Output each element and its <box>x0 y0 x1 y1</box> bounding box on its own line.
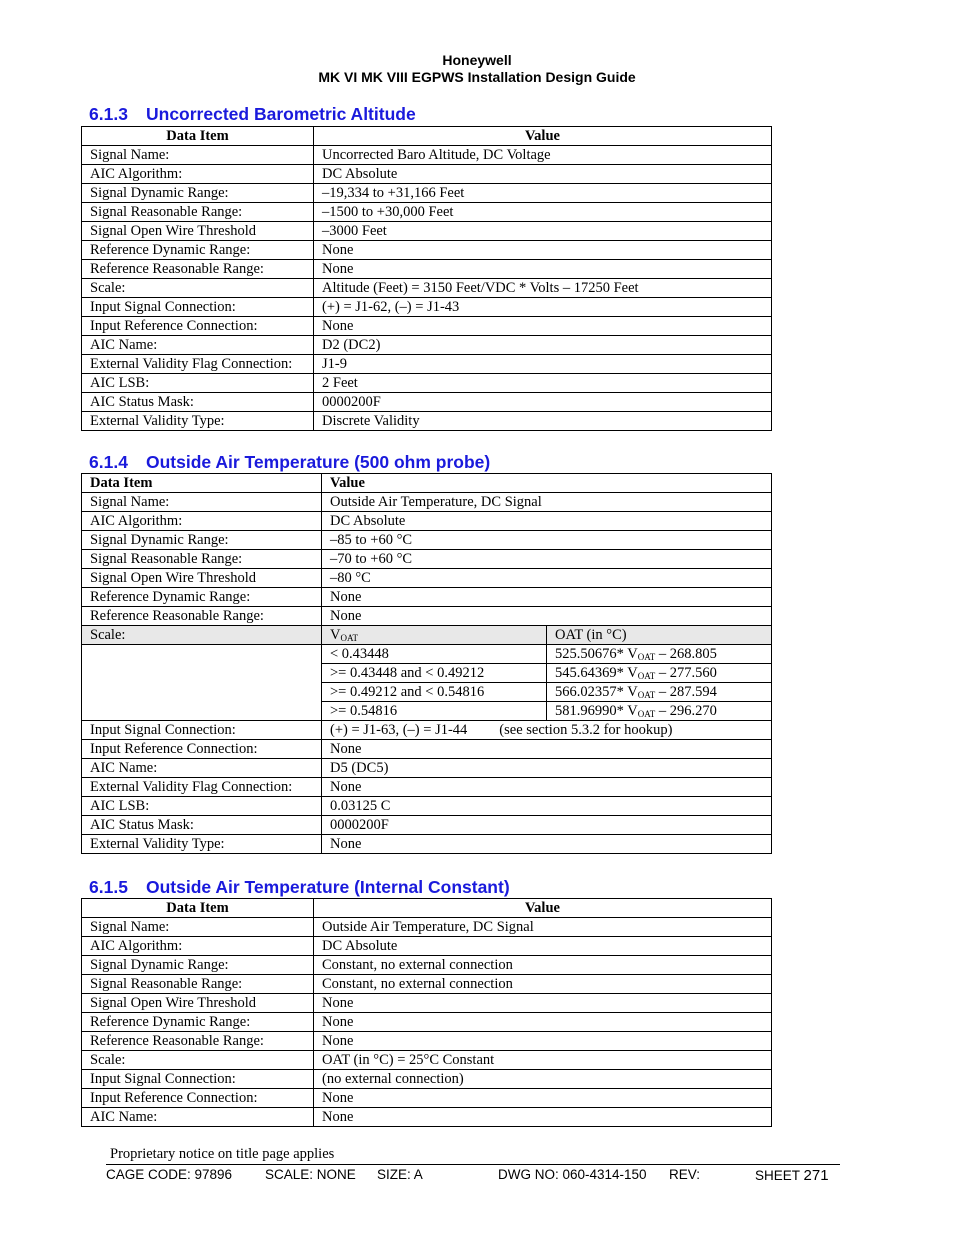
table-row <box>82 355 772 374</box>
scale-oat-header: OAT (in °C) <box>547 626 772 645</box>
value-cell: Altitude (Feet) = 3150 Feet/VDC * Volts – 17250 Feet <box>314 279 772 298</box>
header-company: Honeywell <box>442 52 512 68</box>
table-row <box>82 222 772 241</box>
table-row <box>82 260 772 279</box>
value-cell: DC Absolute <box>314 937 772 956</box>
data-item-cell: External Validity Flag Connection: <box>82 778 322 797</box>
table-row <box>82 816 772 835</box>
section-6-1-3-heading <box>89 104 416 125</box>
scale-blank-cell <box>82 645 322 721</box>
value-cell: Uncorrected Baro Altitude, DC Voltage <box>314 146 772 165</box>
section-number: 6.1.3 <box>89 104 128 124</box>
section-title: Outside Air Temperature (Internal Constant) <box>146 877 510 897</box>
value-cell: DC Absolute <box>314 165 772 184</box>
table-row <box>82 588 772 607</box>
value-cell: None <box>314 1108 772 1127</box>
section-number: 6.1.5 <box>89 877 128 897</box>
section-6-1-5-heading <box>89 877 510 898</box>
data-item-cell: AIC LSB: <box>82 797 322 816</box>
table-row <box>82 1070 772 1089</box>
proprietary-notice: Proprietary notice on title page applies <box>110 1146 335 1162</box>
table-row <box>82 412 772 431</box>
value-cell: D2 (DC2) <box>314 336 772 355</box>
value-cell: None <box>314 241 772 260</box>
table-body-bottom <box>82 721 772 740</box>
table-row <box>82 393 772 412</box>
input-signal-label: Input Signal Connection: <box>82 721 322 740</box>
data-item-cell: Signal Open Wire Threshold <box>82 222 314 241</box>
oat-internal-constant-table <box>81 898 772 1127</box>
data-item-cell: AIC Name: <box>82 759 322 778</box>
scale-condition-cell: < 0.43448 <box>322 645 547 664</box>
data-item-cell: Signal Name: <box>82 493 322 512</box>
value-cell: –19,334 to +31,166 Feet <box>314 184 772 203</box>
data-item-cell: Signal Dynamic Range: <box>82 956 314 975</box>
section-number: 6.1.4 <box>89 452 128 472</box>
table-row <box>82 317 772 336</box>
data-item-cell: Scale: <box>82 279 314 298</box>
data-item-cell: Input Reference Connection: <box>82 740 322 759</box>
data-item-cell: Reference Dynamic Range: <box>82 241 314 260</box>
scale-formula-cell: 545.64369* $V_{OAT} - 277.560$ <box>547 664 772 683</box>
data-item-cell: AIC LSB: <box>82 374 314 393</box>
scale-condition-cell: >= 0.43448 and < 0.49212 <box>322 664 547 683</box>
data-item-cell: Signal Dynamic Range: <box>82 531 322 550</box>
value-cell: DC Absolute <box>322 512 772 531</box>
data-item-cell: Reference Reasonable Range: <box>82 260 314 279</box>
table-row <box>82 918 772 937</box>
dwg-number: DWG NO: 060-4314-150 <box>498 1167 647 1182</box>
data-item-cell: Signal Open Wire Threshold <box>82 569 322 588</box>
data-item-cell: External Validity Type: <box>82 835 322 854</box>
table-header-row <box>82 127 772 146</box>
data-item-cell: Signal Reasonable Range: <box>82 203 314 222</box>
data-item-cell: Input Signal Connection: <box>82 298 314 317</box>
input-signal-value: (+) = J1-63, (–) = J1-44 (see section 5.3.2 for hookup) <box>322 721 772 740</box>
cage-code: CAGE CODE: 97896 <box>106 1167 233 1182</box>
value-cell: None <box>314 260 772 279</box>
value-cell: (no external connection) <box>314 1070 772 1089</box>
value-cell: None <box>322 835 772 854</box>
table-row <box>82 797 772 816</box>
scale-condition-cell: >= 0.49212 and < 0.54816 <box>322 683 547 702</box>
scale-label: Scale: <box>82 626 322 645</box>
data-item-cell: Reference Reasonable Range: <box>82 607 322 626</box>
value-cell: 0.03125 C <box>322 797 772 816</box>
scale-formula-cell: 581.96990* $V_{OAT} - 296.270$ <box>547 702 772 721</box>
data-item-cell: Input Reference Connection: <box>82 1089 314 1108</box>
col-header-data-item: Data Item <box>82 127 314 146</box>
data-item-cell: Scale: <box>82 1051 314 1070</box>
table-row <box>82 146 772 165</box>
value-cell: Outside Air Temperature, DC Signal <box>314 918 772 937</box>
table-row <box>82 336 772 355</box>
table-row <box>82 184 772 203</box>
value-cell: –80 °C <box>322 569 772 588</box>
header-doc-title: MK VI MK VIII EGPWS Installation Design Guide <box>318 69 636 85</box>
section-6-1-4-heading <box>89 452 490 473</box>
value-cell: –70 to +60 °C <box>322 550 772 569</box>
value-cell: OAT (in °C) = 25°C Constant <box>314 1051 772 1070</box>
data-item-cell: AIC Name: <box>82 1108 314 1127</box>
data-item-cell: Signal Open Wire Threshold <box>82 994 314 1013</box>
section-title: Outside Air Temperature (500 ohm probe) <box>146 452 491 472</box>
table-row <box>82 835 772 854</box>
value-cell: J1-9 <box>314 355 772 374</box>
value-cell: Discrete Validity <box>314 412 772 431</box>
scale-rows <box>82 645 772 721</box>
data-item-cell: AIC Algorithm: <box>82 165 314 184</box>
data-item-cell: AIC Name: <box>82 336 314 355</box>
value-cell: Constant, no external connection <box>314 975 772 994</box>
value-cell: –3000 Feet <box>314 222 772 241</box>
col-header-value: Value <box>314 899 772 918</box>
value-cell: None <box>322 740 772 759</box>
value-cell: 2 Feet <box>314 374 772 393</box>
value-cell: Outside Air Temperature, DC Signal <box>322 493 772 512</box>
footer-rule <box>106 1164 840 1165</box>
data-item-cell: AIC Status Mask: <box>82 393 314 412</box>
data-item-cell: External Validity Flag Connection: <box>82 355 314 374</box>
scale-formula-cell: 525.50676* $V_{OAT} - 268.805$ <box>547 645 772 664</box>
value-cell: None <box>314 1032 772 1051</box>
table-row <box>82 1013 772 1032</box>
table-row <box>82 512 772 531</box>
col-header-value: Value <box>314 127 772 146</box>
table-row <box>82 937 772 956</box>
rev-field: REV: <box>669 1167 701 1182</box>
value-cell: –85 to +60 °C <box>322 531 772 550</box>
table-row <box>82 203 772 222</box>
input-signal-note: (see section 5.3.2 for hookup) <box>499 722 673 738</box>
scale-v-header: $V_{OAT}$ <box>322 626 547 645</box>
data-item-cell: Input Reference Connection: <box>82 317 314 336</box>
table-row <box>82 165 772 184</box>
data-item-cell: AIC Algorithm: <box>82 937 314 956</box>
table-row <box>82 1108 772 1127</box>
scale-formula-cell: 566.02357* $V_{OAT} - 287.594$ <box>547 683 772 702</box>
data-item-cell: Reference Dynamic Range: <box>82 1013 314 1032</box>
table-body-rest <box>82 740 772 854</box>
oat-500-ohm-table <box>81 473 772 854</box>
data-item-cell: AIC Algorithm: <box>82 512 322 531</box>
data-item-cell: Signal Name: <box>82 146 314 165</box>
table-row <box>82 994 772 1013</box>
scale-field: SCALE: NONE <box>265 1167 356 1182</box>
data-item-cell: Signal Name: <box>82 918 314 937</box>
table-row <box>82 740 772 759</box>
table-row <box>82 778 772 797</box>
value-cell: 0000200F <box>322 816 772 835</box>
table-row <box>82 298 772 317</box>
table-row <box>82 1032 772 1051</box>
value-cell: Constant, no external connection <box>314 956 772 975</box>
data-item-cell: Reference Reasonable Range: <box>82 1032 314 1051</box>
table-header-row <box>82 474 772 493</box>
value-cell: D5 (DC5) <box>322 759 772 778</box>
value-cell: None <box>322 588 772 607</box>
scale-header-row <box>82 626 772 645</box>
size-field: SIZE: A <box>377 1167 423 1182</box>
scale-row <box>82 645 772 664</box>
table-row <box>82 531 772 550</box>
data-item-cell: AIC Status Mask: <box>82 816 322 835</box>
value-cell: None <box>314 994 772 1013</box>
table-row <box>82 1051 772 1070</box>
value-cell: (+) = J1-62, (–) = J1-43 <box>314 298 772 317</box>
table-body-top <box>82 493 772 626</box>
table-row <box>82 493 772 512</box>
table-row <box>82 241 772 260</box>
table-row <box>82 975 772 994</box>
data-item-cell: Reference Dynamic Range: <box>82 588 322 607</box>
data-item-cell: External Validity Type: <box>82 412 314 431</box>
col-header-data-item: Data Item <box>82 474 322 493</box>
table-row <box>82 279 772 298</box>
table-row <box>82 956 772 975</box>
table-row <box>82 607 772 626</box>
table-header-row <box>82 899 772 918</box>
uncorrected-baro-altitude-table <box>81 126 772 431</box>
value-cell: None <box>314 317 772 336</box>
value-cell: None <box>314 1013 772 1032</box>
scale-condition-cell: >= 0.54816 <box>322 702 547 721</box>
table-row <box>82 569 772 588</box>
table-row <box>82 374 772 393</box>
section-title: Uncorrected Barometric Altitude <box>146 104 416 124</box>
scale-block <box>82 626 772 645</box>
col-header-data-item: Data Item <box>82 899 314 918</box>
table-row <box>82 721 772 740</box>
data-item-cell: Input Signal Connection: <box>82 1070 314 1089</box>
table-row <box>82 1089 772 1108</box>
sheet-field: SHEET 271 <box>755 1167 829 1184</box>
data-item-cell: Signal Reasonable Range: <box>82 975 314 994</box>
value-cell: 0000200F <box>314 393 772 412</box>
table-row <box>82 550 772 569</box>
data-item-cell: Signal Reasonable Range: <box>82 550 322 569</box>
col-header-value: Value <box>322 474 772 493</box>
value-cell: –1500 to +30,000 Feet <box>314 203 772 222</box>
data-item-cell: Signal Dynamic Range: <box>82 184 314 203</box>
sheet-number: 271 <box>803 1167 829 1184</box>
value-cell: None <box>322 778 772 797</box>
value-cell: None <box>314 1089 772 1108</box>
value-cell: None <box>322 607 772 626</box>
table-row <box>82 759 772 778</box>
